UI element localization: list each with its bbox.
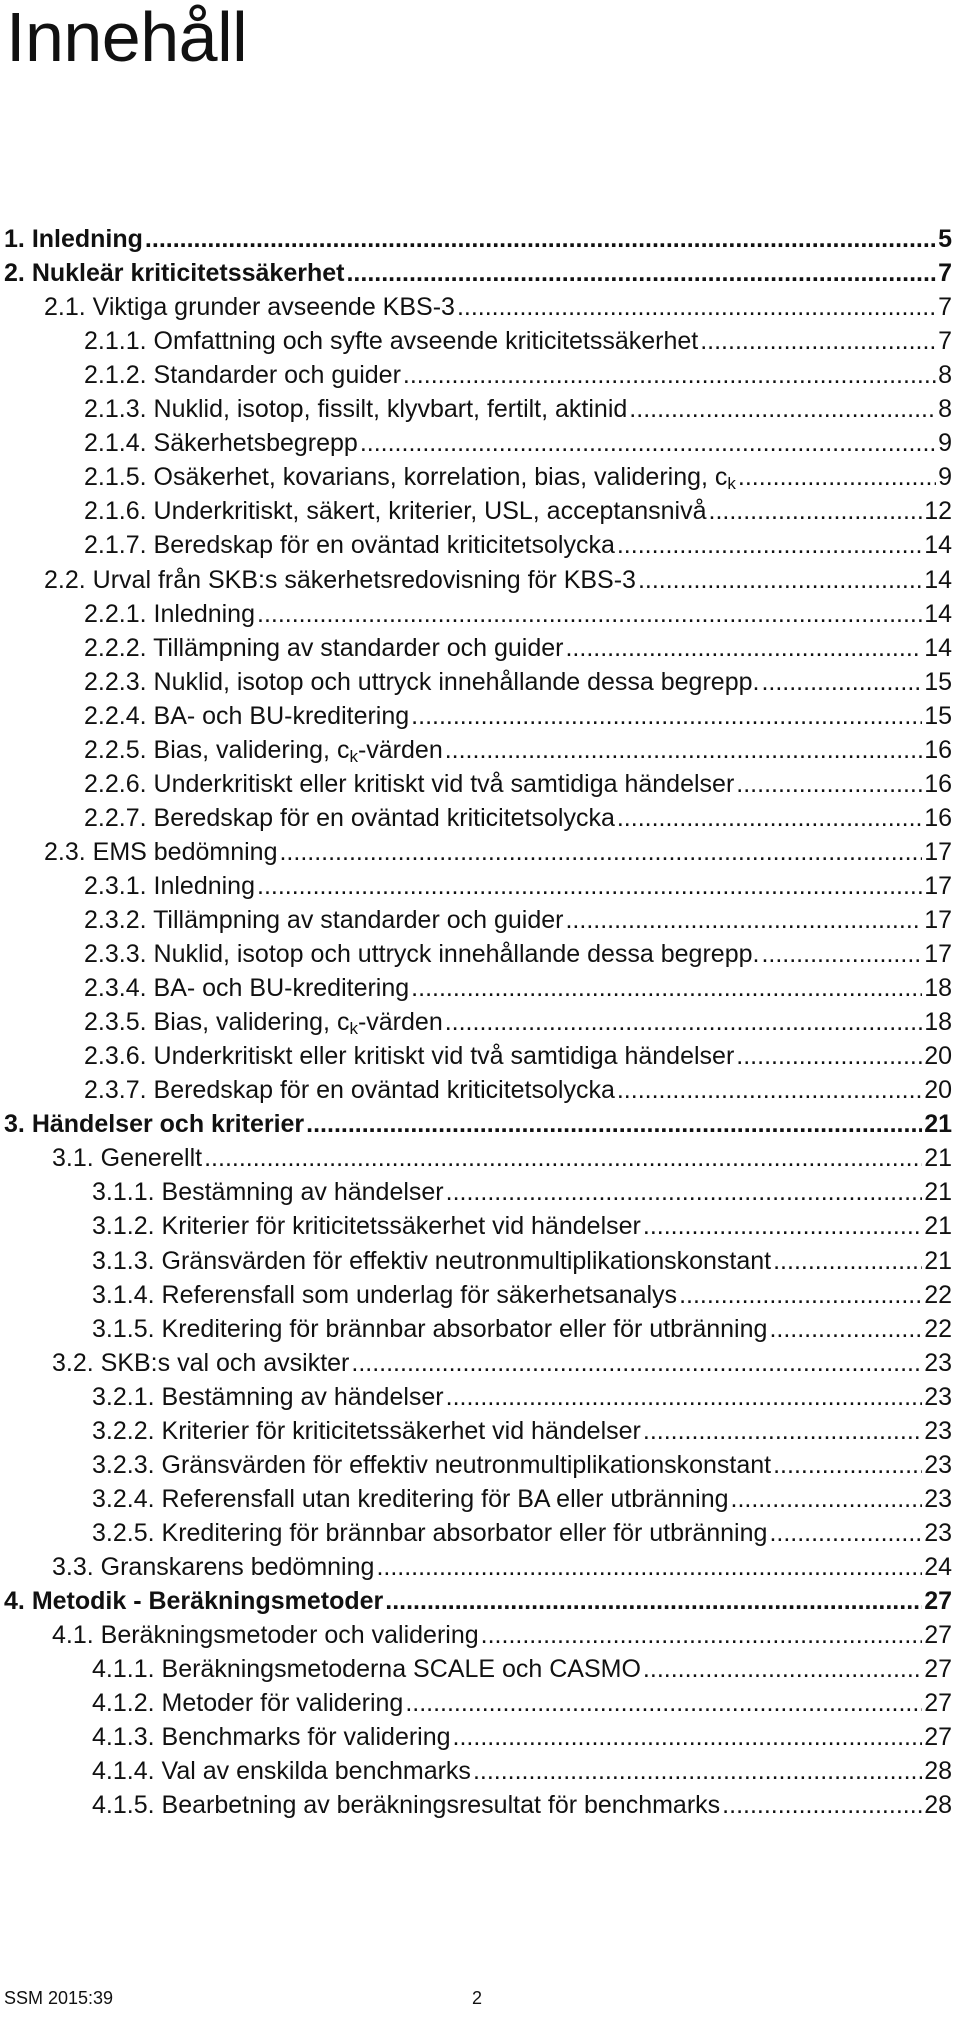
dot-leader <box>773 1450 922 1480</box>
dot-leader <box>736 769 922 799</box>
toc-entry-number: 3.2.2. <box>92 1416 155 1445</box>
toc-entry-label <box>84 599 255 629</box>
toc-entry-title: Urval från SKB:s säkerhetsredovisning för KBS-3 <box>92 565 636 594</box>
toc-entry-label <box>84 939 759 969</box>
dot-leader <box>204 1143 922 1173</box>
dot-leader <box>376 1552 922 1582</box>
page-title: Innehåll <box>6 0 248 76</box>
toc-entry-page: 22 <box>924 1280 952 1309</box>
dot-leader <box>679 1280 922 1310</box>
toc-entry-number: 4.1.3. <box>92 1723 155 1752</box>
toc-entry-page: 14 <box>924 531 952 560</box>
toc-entry-label <box>4 1109 304 1139</box>
dot-leader <box>473 1756 922 1786</box>
toc-entry-number: 2.3.6. <box>84 1042 147 1071</box>
toc-entry-title: Bias, validering, c <box>153 735 350 764</box>
toc-entry-number: 2.1.6. <box>84 497 147 526</box>
toc-entry-title: Beräkningsmetoder och validering <box>100 1621 479 1650</box>
toc-entry-page: 27 <box>924 1723 952 1752</box>
toc-entry-title: BA- och BU-kreditering <box>153 701 410 730</box>
toc-entry-label <box>84 360 401 390</box>
toc-entry-number: 2.2.4. <box>84 701 147 730</box>
toc-entry-label <box>84 871 255 901</box>
dot-leader <box>736 1041 922 1071</box>
footer-page-number: 2 <box>472 1988 483 2008</box>
toc-entry[interactable] <box>52 1348 952 1378</box>
dot-leader <box>773 1246 922 1276</box>
toc-entry-label <box>92 1314 767 1344</box>
toc-entry-number: 4.1.2. <box>92 1689 155 1718</box>
toc-entry[interactable] <box>84 428 952 458</box>
dot-leader <box>346 258 936 288</box>
toc-entry-title: Gränsvärden för effektiv neutronmultiplikationskonstant <box>161 1246 772 1275</box>
toc-entry[interactable] <box>84 633 952 663</box>
toc-entry-label <box>92 1211 641 1241</box>
toc-entry-title: Metodik - Beräkningsmetoder <box>31 1587 384 1615</box>
toc-entry-number: 3.3. <box>52 1552 94 1581</box>
toc-entry-label <box>92 1416 641 1446</box>
toc-entry[interactable] <box>92 1246 952 1276</box>
toc-entry-title: Inledning <box>153 599 255 628</box>
toc-entry-page: 7 <box>938 293 952 322</box>
toc-entry[interactable] <box>84 769 952 799</box>
toc-entry-title: Benchmarks för validering <box>161 1723 451 1752</box>
toc-entry-number: 3.1.3. <box>92 1246 155 1275</box>
dot-leader <box>351 1348 922 1378</box>
dot-leader <box>709 496 923 526</box>
toc-entry-title: Bearbetning av beräkningsresultat för benchmarks <box>161 1791 721 1820</box>
toc-entry-page: 23 <box>924 1518 952 1547</box>
toc-entry-page: 9 <box>938 429 952 458</box>
toc-entry[interactable] <box>92 1382 952 1412</box>
toc-entry-title: Inledning <box>153 871 255 900</box>
toc-entry-title: Underkritiskt, säkert, kriterier, USL, acceptansnivå <box>153 497 707 526</box>
toc-entry-number: 2.2.5. <box>84 735 147 764</box>
toc-entry-number: 2.1.5. <box>84 463 147 492</box>
toc-entry-label <box>84 769 734 799</box>
toc-entry-number: 2.2.2. <box>84 633 147 662</box>
toc-entry-page: 17 <box>924 871 952 900</box>
toc-entry-title: Underkritiskt eller kritiskt vid två samtidiga händelser <box>153 769 735 798</box>
toc-entry-title: Bias, validering, c <box>153 1008 350 1037</box>
toc-entry-title: Bestämning av händelser <box>161 1178 444 1207</box>
toc-entry-page: 5 <box>938 225 952 253</box>
toc-entry-label <box>84 326 698 356</box>
toc-entry[interactable] <box>92 1280 952 1310</box>
toc-entry-label <box>84 803 615 833</box>
toc-entry-page: 20 <box>924 1042 952 1071</box>
toc-entry-title: Kriterier för kriticitetssäkerhet vid händelser <box>161 1416 641 1445</box>
toc-entry[interactable] <box>92 1314 952 1344</box>
toc-entry-page: 14 <box>924 565 952 594</box>
toc-entry[interactable] <box>52 1143 952 1173</box>
toc-entry-label <box>92 1518 767 1548</box>
toc-entry[interactable] <box>84 599 952 629</box>
toc-entry-number: 2.3.7. <box>84 1076 147 1105</box>
toc-entry-label <box>84 633 563 663</box>
toc-entry-label <box>92 1654 641 1684</box>
toc-entry[interactable] <box>84 905 952 935</box>
toc-entry-label <box>52 1348 349 1378</box>
toc-entry-number: 3.1. <box>52 1144 94 1173</box>
toc-entry-label <box>44 837 277 867</box>
toc-entry[interactable] <box>92 1450 952 1480</box>
toc-entry[interactable] <box>92 1416 952 1446</box>
toc-entry-title: Val av enskilda benchmarks <box>161 1757 471 1786</box>
dot-leader <box>722 1790 922 1820</box>
toc-entry[interactable] <box>92 1688 952 1718</box>
toc-entry-title: Kreditering för brännbar absorbator eller för utbränning <box>161 1518 768 1547</box>
toc-entry-label <box>92 1280 677 1310</box>
toc-entry-title: Omfattning och syfte avseende kriticitetssäkerhet <box>153 327 699 356</box>
dot-leader <box>617 803 922 833</box>
toc-entry-title: Säkerhetsbegrepp <box>153 429 358 458</box>
toc-entry-page: 22 <box>924 1314 952 1343</box>
toc-entry-label <box>84 735 443 765</box>
toc-entry-label <box>84 667 759 697</box>
toc-entry[interactable] <box>44 565 952 595</box>
toc-entry-label <box>44 565 636 595</box>
toc-entry-page: 12 <box>924 497 952 526</box>
toc-entry[interactable] <box>92 1211 952 1241</box>
toc-entry[interactable] <box>44 292 952 322</box>
toc-entry-page: 20 <box>924 1076 952 1105</box>
toc-entry-number: 2.3.4. <box>84 974 147 1003</box>
toc-entry-title: Beredskap för en oväntad kriticitetsolycka <box>153 803 615 832</box>
toc-entry-title: Generellt <box>100 1144 203 1173</box>
toc-entry-title: Nuklid, isotop, fissilt, klyvbart, fertilt, aktinid <box>153 395 628 424</box>
toc-entry-label <box>84 905 563 935</box>
toc-entry-number: 2.1.3. <box>84 395 147 424</box>
footer-report-id: SSM 2015:39 <box>4 1988 114 2008</box>
toc-entry[interactable] <box>52 1620 952 1650</box>
toc-entry-title: Beredskap för en oväntad kriticitetsolycka <box>153 1076 615 1105</box>
dot-leader <box>457 292 936 322</box>
toc-entry-page: 27 <box>924 1655 952 1684</box>
toc-entry-title: Kreditering för brännbar absorbator eller för utbränning <box>161 1314 768 1343</box>
toc-entry-page: 14 <box>924 599 952 628</box>
dot-leader <box>617 1075 922 1105</box>
toc-entry-label <box>92 1450 771 1480</box>
toc-entry-label <box>92 1756 471 1786</box>
toc-entry-title: Nuklid, isotop och uttryck innehållande dessa begrepp. <box>153 667 760 696</box>
toc-entry-page: 9 <box>938 463 952 492</box>
toc-entry-label <box>4 258 344 288</box>
toc-entry-title: Metoder för validering <box>161 1689 404 1718</box>
toc-entry[interactable] <box>84 871 952 901</box>
toc-entry[interactable] <box>4 1586 952 1616</box>
toc-entry-label <box>44 292 455 322</box>
dot-leader <box>306 1109 922 1139</box>
toc-entry-title: Granskarens bedömning <box>100 1552 375 1581</box>
toc-entry-number: 2.3.1. <box>84 871 147 900</box>
toc-entry-label <box>92 1246 771 1276</box>
toc-entry-number: 3.1.2. <box>92 1212 155 1241</box>
toc-entry-label <box>84 530 615 560</box>
toc-entry-number: 4.1.5. <box>92 1791 155 1820</box>
toc-entry-title: Referensfall utan kreditering för BA eller utbränning <box>161 1484 729 1513</box>
toc-entry-number: 4. <box>4 1587 25 1615</box>
toc-entry[interactable] <box>84 973 952 1003</box>
toc-entry-number: 3.1.1. <box>92 1178 155 1207</box>
toc-entry-page: 7 <box>938 259 952 288</box>
toc-entry-title: Beredskap för en oväntad kriticitetsolycka <box>153 531 615 560</box>
toc-entry-subscript: k <box>349 746 358 766</box>
toc-entry-number: 2.2. <box>44 565 86 594</box>
toc-entry-number: 3. <box>4 1110 25 1139</box>
dot-leader <box>769 1518 922 1548</box>
toc-entry-label <box>84 1041 734 1071</box>
dot-leader <box>405 1688 922 1718</box>
dot-leader <box>145 224 936 254</box>
toc-entry-label <box>52 1552 374 1582</box>
toc-entry[interactable] <box>92 1722 952 1752</box>
toc-entry-number: 1. <box>4 225 25 253</box>
toc-entry-label <box>84 973 409 1003</box>
dot-leader <box>617 530 922 560</box>
toc-entry-number: 3.1.5. <box>92 1314 155 1343</box>
toc-entry[interactable] <box>92 1484 952 1514</box>
toc-entry-page: 17 <box>924 837 952 866</box>
dot-leader <box>360 428 936 458</box>
toc-entry[interactable] <box>84 394 952 424</box>
toc-entry-page: 16 <box>924 769 952 798</box>
toc-entry-page: 23 <box>924 1450 952 1479</box>
toc-entry-number: 3.2. <box>52 1348 94 1377</box>
toc-entry[interactable] <box>4 224 952 254</box>
toc-entry-label <box>52 1620 479 1650</box>
dot-leader <box>738 462 936 492</box>
toc-entry-title: Osäkerhet, kovarians, korrelation, bias, validering, c <box>153 463 728 492</box>
dot-leader <box>403 360 936 390</box>
toc-entry-title: Tillämpning av standarder och guider <box>153 906 564 934</box>
toc-entry-number: 2.2.6. <box>84 769 147 798</box>
toc-entry-number: 2.3.3. <box>84 940 147 969</box>
dot-leader <box>731 1484 923 1514</box>
toc-entry-title-suffix: -värden <box>357 735 443 764</box>
toc-entry-subscript: k <box>727 474 736 494</box>
toc-entry[interactable] <box>84 1041 952 1071</box>
dot-leader <box>643 1654 922 1684</box>
toc-entry[interactable] <box>84 496 952 526</box>
toc-entry[interactable] <box>44 837 952 867</box>
toc-entry[interactable] <box>84 701 952 731</box>
toc-entry-page: 21 <box>924 1144 952 1173</box>
toc-entry[interactable] <box>92 1756 952 1786</box>
toc-entry-page: 27 <box>924 1689 952 1718</box>
toc-entry-page: 28 <box>924 1791 952 1820</box>
toc-entry-page: 21 <box>924 1212 952 1241</box>
toc-entry-label <box>84 1007 443 1037</box>
dot-leader <box>445 735 922 765</box>
toc-entry-title: Gränsvärden för effektiv neutronmultiplikationskonstant <box>161 1450 772 1479</box>
toc-entry[interactable] <box>84 1075 952 1105</box>
toc-entry-label <box>4 1586 383 1616</box>
toc-entry[interactable] <box>84 735 952 765</box>
toc-entry-page: 18 <box>924 974 952 1003</box>
toc-entry-page: 17 <box>924 940 952 969</box>
toc-entry-page: 27 <box>924 1587 952 1615</box>
dot-leader <box>629 394 936 424</box>
toc-entry-label <box>92 1722 451 1752</box>
toc-entry[interactable] <box>4 258 952 288</box>
toc-entry-number: 4.1. <box>52 1621 94 1650</box>
dot-leader <box>411 973 922 1003</box>
toc-entry-page: 15 <box>924 667 952 696</box>
toc-entry-number: 3.1.4. <box>92 1280 155 1309</box>
toc-entry-label <box>84 428 358 458</box>
dot-leader <box>411 701 922 731</box>
dot-leader <box>565 905 922 935</box>
toc-entry-page: 23 <box>924 1416 952 1445</box>
toc-entry-page: 15 <box>924 701 952 730</box>
toc-entry-page: 16 <box>924 803 952 832</box>
dot-leader <box>453 1722 923 1752</box>
toc-entry[interactable] <box>84 803 952 833</box>
toc-entry[interactable] <box>84 939 952 969</box>
dot-leader <box>257 871 922 901</box>
toc-entry-page: 23 <box>924 1484 952 1513</box>
toc-entry-title: SKB:s val och avsikter <box>100 1348 350 1377</box>
toc-entry-number: 2.2.3. <box>84 667 147 696</box>
toc-entry-label <box>92 1484 729 1514</box>
toc-entry-number: 2.2.7. <box>84 803 147 832</box>
toc-entry[interactable] <box>4 1109 952 1139</box>
dot-leader <box>279 837 922 867</box>
dot-leader <box>481 1620 923 1650</box>
dot-leader <box>385 1586 922 1616</box>
toc-entry[interactable] <box>92 1177 952 1207</box>
dot-leader <box>761 939 922 969</box>
toc-entry-title-suffix: -värden <box>357 1008 443 1037</box>
toc-entry-label <box>92 1177 444 1207</box>
toc-entry-label <box>84 701 409 731</box>
toc-entry-page: 21 <box>924 1246 952 1275</box>
dot-leader <box>643 1416 922 1446</box>
toc-entry-number: 2.1.1. <box>84 327 147 356</box>
toc-entry-label <box>4 224 143 254</box>
toc-entry[interactable] <box>92 1654 952 1684</box>
toc-entry[interactable] <box>84 530 952 560</box>
dot-leader <box>257 599 922 629</box>
toc-entry[interactable] <box>52 1552 952 1582</box>
toc-entry-label <box>84 462 736 492</box>
toc-entry-label <box>84 496 707 526</box>
toc-entry-number: 2.1.2. <box>84 361 147 390</box>
dot-leader <box>643 1211 922 1241</box>
toc-entry-label <box>52 1143 202 1173</box>
toc-entry-title: Kriterier för kriticitetssäkerhet vid händelser <box>161 1212 641 1241</box>
toc-entry-number: 3.2.1. <box>92 1382 155 1411</box>
toc-entry-number: 4.1.1. <box>92 1655 155 1684</box>
toc-entry-page: 21 <box>924 1110 952 1139</box>
toc-entry-number: 2.3. <box>44 837 86 866</box>
toc-entry-page: 28 <box>924 1757 952 1786</box>
toc-entry[interactable] <box>84 326 952 356</box>
toc-entry-page: 14 <box>924 633 952 662</box>
toc-entry-title: EMS bedömning <box>92 837 278 866</box>
toc-entry[interactable] <box>84 1007 952 1037</box>
toc-entry-label <box>84 394 627 424</box>
toc-entry-number: 2.3.5. <box>84 1008 147 1037</box>
toc-entry-label <box>92 1688 403 1718</box>
toc-entry-title: Beräkningsmetoderna SCALE och CASMO <box>161 1655 641 1684</box>
toc-entry-title: Underkritiskt eller kritiskt vid två samtidiga händelser <box>153 1042 735 1071</box>
dot-leader <box>761 667 922 697</box>
toc-entry-number: 3.2.3. <box>92 1450 155 1479</box>
toc-entry-page: 27 <box>924 1621 952 1650</box>
toc-entry-number: 2.1.7. <box>84 531 147 560</box>
dot-leader <box>446 1382 923 1412</box>
toc-entry-page: 23 <box>924 1348 952 1377</box>
toc-entry-label <box>92 1382 444 1412</box>
toc-entry-number: 2. <box>4 259 25 288</box>
toc-entry-subscript: k <box>349 1019 358 1039</box>
toc-entry-number: 4.1.4. <box>92 1757 155 1786</box>
toc-entry-number: 3.2.5. <box>92 1518 155 1547</box>
toc-entry-title: Tillämpning av standarder och guider <box>153 633 564 662</box>
toc-entry-title: Referensfall som underlag för säkerhetsanalys <box>161 1280 678 1309</box>
toc-entry-number: 2.1. <box>44 293 86 322</box>
toc-entry[interactable] <box>84 462 952 492</box>
toc-entry-page: 8 <box>938 395 952 424</box>
toc-entry-title: Viktiga grunder avseende KBS-3 <box>92 293 455 322</box>
toc-entry-page: 21 <box>924 1178 952 1207</box>
dot-leader <box>446 1177 923 1207</box>
toc-entry-number: 2.2.1. <box>84 599 147 628</box>
toc-entry-number: 3.2.4. <box>92 1484 155 1513</box>
toc-entry[interactable] <box>84 667 952 697</box>
toc-entry[interactable] <box>84 360 952 390</box>
toc-entry-title: Standarder och guider <box>153 361 401 390</box>
toc-entry-number: 2.1.4. <box>84 429 147 458</box>
toc-entry-page: 16 <box>924 735 952 764</box>
toc-entry-page: 7 <box>938 327 952 356</box>
toc-entry-title: Bestämning av händelser <box>161 1382 444 1411</box>
dot-leader <box>445 1007 922 1037</box>
toc-entry-page: 17 <box>924 906 952 934</box>
toc-entry-title: Nuklid, isotop och uttryck innehållande dessa begrepp. <box>153 940 760 969</box>
dot-leader <box>700 326 936 356</box>
toc-entry-title: Inledning <box>31 225 143 253</box>
toc-entry-title: Nukleär kriticitetssäkerhet <box>31 259 345 288</box>
toc-entry-title: BA- och BU-kreditering <box>153 974 410 1003</box>
toc-entry[interactable] <box>92 1790 952 1820</box>
toc-entry-number: 2.3.2. <box>84 906 147 934</box>
toc-entry-page: 24 <box>924 1552 952 1581</box>
dot-leader <box>565 633 922 663</box>
toc-entry-page: 18 <box>924 1008 952 1037</box>
toc-entry-title: Händelser och kriterier <box>31 1110 305 1139</box>
toc-entry-page: 8 <box>938 361 952 390</box>
toc-entry-label <box>92 1790 720 1820</box>
toc-entry-label <box>84 1075 615 1105</box>
dot-leader <box>638 565 922 595</box>
toc-entry[interactable] <box>92 1518 952 1548</box>
dot-leader <box>769 1314 922 1344</box>
toc-entry-page: 23 <box>924 1382 952 1411</box>
